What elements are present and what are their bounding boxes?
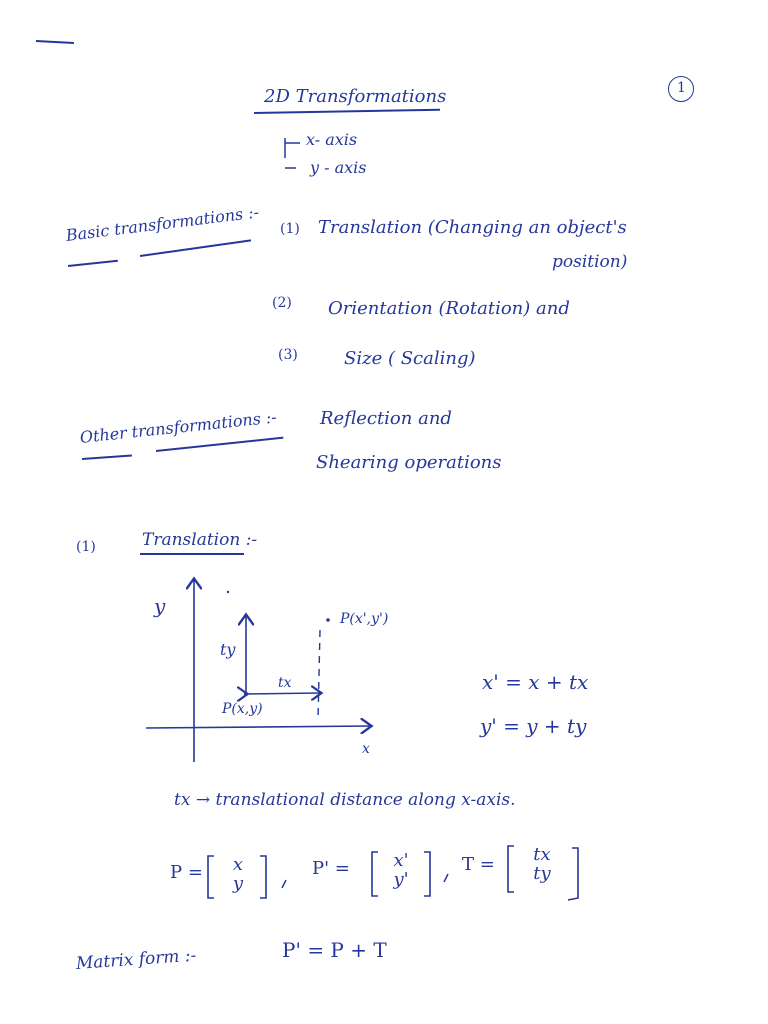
translation-heading: Translation :- bbox=[142, 530, 258, 550]
basic-item-2-num: (2) bbox=[272, 295, 292, 311]
matrix-p-prime-values bbox=[385, 852, 417, 890]
matrix-p-prime-y: y' bbox=[393, 868, 409, 890]
page-number: 1 bbox=[677, 80, 686, 96]
diagram-dot bbox=[227, 591, 229, 593]
matrix-p-y: y bbox=[232, 872, 244, 894]
diagram-x-label: x bbox=[362, 741, 370, 757]
matrix-form-equation: P' = P + T bbox=[282, 938, 387, 962]
diagram-dashed-line bbox=[318, 630, 320, 720]
translation-underline bbox=[140, 553, 244, 555]
diagram-p-label: P(x,y) bbox=[222, 701, 263, 717]
diagram-x-axis bbox=[146, 726, 370, 728]
other-line-2: Shearing operations bbox=[316, 452, 502, 473]
matrix-p-label: P = bbox=[170, 862, 203, 883]
basic-item-1-text: Translation (Changing an object's bbox=[318, 217, 627, 238]
matrix-p-prime-label: P' = bbox=[312, 858, 350, 879]
title-underline bbox=[254, 109, 440, 114]
diagram-p-prime-label: P(x',y') bbox=[340, 611, 389, 627]
matrix-form-label: Matrix form :- bbox=[75, 945, 197, 974]
diagram-tx-label: tx bbox=[278, 675, 292, 691]
page-title: 2D Transformations bbox=[264, 86, 447, 107]
translation-num: (1) bbox=[76, 539, 96, 555]
diagram-y-label: y bbox=[154, 594, 166, 618]
basic-heading: Basic transformations :- bbox=[64, 202, 260, 245]
other-underline-2 bbox=[156, 437, 283, 452]
matrix-t-tx: tx bbox=[533, 844, 551, 865]
basic-item-3-text: Size ( Scaling) bbox=[344, 348, 476, 369]
tx-definition: tx → translational distance along x-axis. bbox=[174, 790, 516, 810]
basic-item-1-num: (1) bbox=[280, 221, 300, 237]
basic-item-1-cont: position) bbox=[552, 252, 628, 272]
matrix-t-values bbox=[526, 846, 558, 884]
matrix-p-values bbox=[222, 856, 254, 894]
diagram-tx-arrow bbox=[246, 693, 320, 694]
matrix-p-x: x bbox=[232, 854, 244, 875]
pen-mark bbox=[36, 40, 74, 44]
basic-item-2-text: Orientation (Rotation) and bbox=[328, 298, 570, 319]
diagram-ty-label: ty bbox=[220, 640, 236, 659]
equation-x-prime: x' = x + tx bbox=[482, 670, 589, 694]
basic-underline-1 bbox=[68, 260, 118, 267]
x-axis-item: x- axis bbox=[306, 130, 358, 149]
other-heading: Other transformations :- bbox=[78, 407, 278, 447]
equation-y-prime: y' = y + ty bbox=[480, 714, 587, 738]
y-axis-item: y - axis bbox=[310, 158, 367, 177]
other-line-1: Reflection and bbox=[320, 408, 452, 429]
matrix-t-label: T = bbox=[462, 854, 495, 875]
matrix-t-ty: ty bbox=[533, 862, 551, 884]
basic-item-3-num: (3) bbox=[278, 347, 298, 363]
matrix-p-prime-x: x' bbox=[393, 850, 409, 871]
other-underline-1 bbox=[82, 455, 132, 460]
basic-underline-2 bbox=[140, 239, 251, 256]
diagram-point-p-prime bbox=[326, 618, 330, 622]
diagram-point-p bbox=[244, 692, 248, 696]
